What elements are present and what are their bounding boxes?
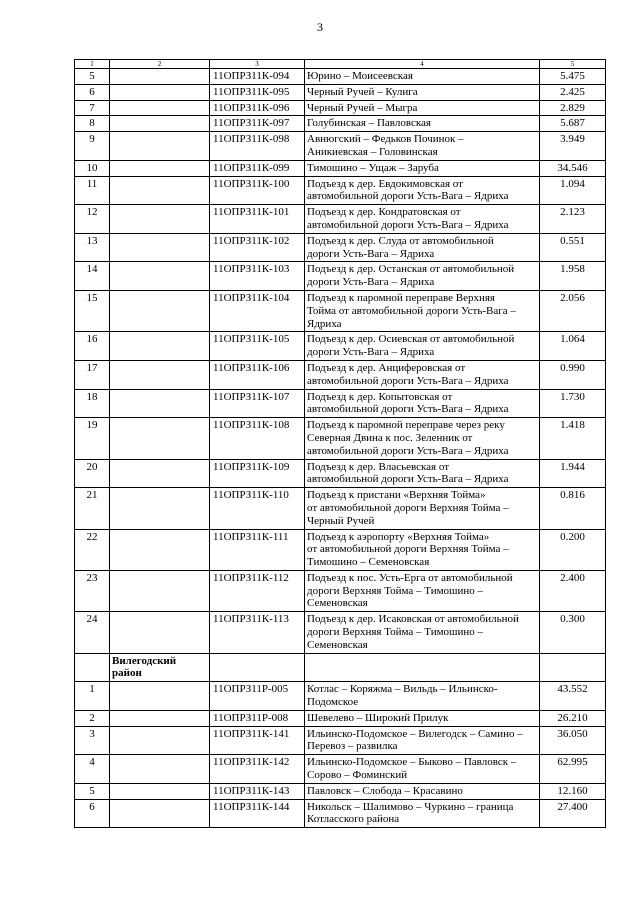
row-number: 23	[75, 570, 110, 611]
table-row	[75, 360, 606, 389]
row-number: 6	[75, 84, 110, 100]
road-name-line: Семеновская	[307, 638, 368, 651]
road-name-line: от автомобильной дороги Верхняя Тойма –	[307, 543, 509, 556]
road-code: 11ОПРЗ11К-105	[210, 332, 305, 361]
table-row	[75, 682, 606, 711]
row-number: 11	[75, 176, 110, 205]
row-number: 19	[75, 418, 110, 459]
table-row	[75, 84, 606, 100]
road-length: 34.546	[540, 160, 606, 176]
road-code: 11ОПРЗ11К-108	[210, 418, 305, 459]
road-name	[305, 176, 540, 205]
road-name	[305, 160, 540, 176]
row-number: 3	[75, 726, 110, 755]
district-cell	[110, 205, 210, 234]
row-number: 4	[75, 755, 110, 784]
road-name-line: Тойма от автомобильной дороги Усть-Вага –	[307, 304, 516, 317]
table-row	[75, 132, 606, 161]
district-cell	[110, 262, 210, 291]
road-code: 11ОПРЗ11К-109	[210, 459, 305, 488]
road-length: 2.425	[540, 84, 606, 100]
road-name-line: Черный Ручей	[307, 514, 375, 527]
road-name-line: Никольск – Шалимово – Чуркино – граница	[307, 800, 514, 813]
road-name-line: Котласского района	[307, 813, 400, 826]
row-number: 15	[75, 290, 110, 331]
road-name	[305, 132, 540, 161]
row-number: 20	[75, 459, 110, 488]
road-code: 11ОПРЗ11К-111	[210, 529, 305, 570]
road-code: 11ОПРЗ11К-142	[210, 755, 305, 784]
roads-table	[74, 59, 606, 828]
road-name-line: Подъезд к дер. Слуда от автомобильной	[307, 234, 494, 247]
road-length: 2.400	[540, 570, 606, 611]
table-row	[75, 710, 606, 726]
road-code: 11ОПРЗ11К-102	[210, 233, 305, 262]
district-cell	[110, 488, 210, 529]
road-name-line: автомобильной дороги Усть-Вага – Ядриха	[307, 374, 509, 387]
road-name-line: Ильинско-Подомское – Быково – Павловск –	[307, 756, 517, 769]
road-name-line: Черный Ручей – Кулига	[307, 85, 418, 98]
row-number: 14	[75, 262, 110, 291]
district-cell	[110, 529, 210, 570]
road-name-line: Ядриха	[307, 317, 342, 330]
road-code: 11ОПРЗ11К-107	[210, 389, 305, 418]
road-name-line: Шевелево – Широкий Прилук	[307, 711, 449, 724]
road-name	[305, 488, 540, 529]
road-code	[210, 653, 305, 682]
table-row	[75, 116, 606, 132]
road-code: 11ОПРЗ11К-144	[210, 799, 305, 828]
table-row	[75, 612, 606, 653]
road-name	[305, 84, 540, 100]
road-name-line: Голубинская – Павловская	[307, 117, 431, 130]
row-number: 13	[75, 233, 110, 262]
table-row	[75, 176, 606, 205]
road-name-line: Сорово – Фоминский	[307, 769, 408, 782]
road-name-line: автомобильной дороги Усть-Вага – Ядриха	[307, 444, 509, 457]
road-name-line: Тимошино – Ущаж – Заруба	[307, 161, 439, 174]
road-name-line: Ильинско-Подомское – Вилегодск – Самино –	[307, 727, 523, 740]
table-row	[75, 488, 606, 529]
road-name-line: автомобильной дороги Усть-Вага – Ядриха	[307, 218, 509, 231]
road-name	[305, 205, 540, 234]
road-code: 11ОПРЗ11К-097	[210, 116, 305, 132]
table-row	[75, 160, 606, 176]
road-name-line: Черный Ручей – Мыгра	[307, 101, 418, 114]
district-cell	[110, 755, 210, 784]
district-cell	[110, 176, 210, 205]
road-code: 11ОПРЗ11К-098	[210, 132, 305, 161]
district-cell	[110, 570, 210, 611]
road-name	[305, 570, 540, 611]
road-code: 11ОПРЗ11К-110	[210, 488, 305, 529]
road-name-line: дороги Верхняя Тойма – Тимошино –	[307, 626, 484, 639]
road-length: 0.990	[540, 360, 606, 389]
road-code: 11ОПРЗ11К-112	[210, 570, 305, 611]
road-name	[305, 116, 540, 132]
row-number: 10	[75, 160, 110, 176]
road-code: 11ОПРЗ11К-106	[210, 360, 305, 389]
district-cell	[110, 389, 210, 418]
table-row	[75, 799, 606, 828]
row-number: 22	[75, 529, 110, 570]
district-cell	[110, 459, 210, 488]
table-row	[75, 69, 606, 85]
road-code: 11ОПРЗ11К-103	[210, 262, 305, 291]
road-name-line: дороги Верхняя Тойма – Тимошино –	[307, 584, 484, 597]
road-name-line: от автомобильной дороги Верхняя Тойма –	[307, 501, 509, 514]
road-name-line: Семеновская	[307, 597, 368, 610]
district-cell	[110, 360, 210, 389]
district-cell	[110, 233, 210, 262]
district-name: Вилегодский район	[110, 653, 210, 682]
road-code: 11ОПРЗ11К-094	[210, 69, 305, 85]
road-code: 11ОПРЗ11К-113	[210, 612, 305, 653]
district-cell	[110, 84, 210, 100]
column-number: 1	[75, 60, 110, 69]
district-cell	[110, 799, 210, 828]
road-name	[305, 682, 540, 711]
road-length: 2.829	[540, 100, 606, 116]
road-name	[305, 332, 540, 361]
road-length: 1.094	[540, 176, 606, 205]
road-code: 11ОПРЗ11К-100	[210, 176, 305, 205]
road-code: 11ОПРЗ11К-143	[210, 783, 305, 799]
district-cell	[110, 116, 210, 132]
road-name	[305, 69, 540, 85]
road-length: 62.995	[540, 755, 606, 784]
road-name-line: дороги Усть-Вага – Ядриха	[307, 346, 435, 359]
page-number: 3	[317, 20, 323, 34]
row-number: 2	[75, 710, 110, 726]
table-row	[75, 205, 606, 234]
road-name	[305, 418, 540, 459]
road-name-line: Перевоз – развилка	[307, 740, 398, 753]
road-name-line: Подъезд к аэропорту «Верхняя Тойма»	[307, 530, 490, 543]
row-number: 24	[75, 612, 110, 653]
row-number: 16	[75, 332, 110, 361]
column-number: 5	[540, 60, 606, 69]
road-length: 1.958	[540, 262, 606, 291]
table-row	[75, 726, 606, 755]
road-name	[305, 233, 540, 262]
district-cell	[110, 69, 210, 85]
road-name-line: автомобильной дороги Усть-Вага – Ядриха	[307, 403, 509, 416]
table-row	[75, 529, 606, 570]
row-number: 7	[75, 100, 110, 116]
road-length: 0.816	[540, 488, 606, 529]
road-code: 11ОПРЗ11К-141	[210, 726, 305, 755]
road-name-line: Юрино – Моисеевская	[307, 70, 413, 82]
district-cell	[110, 710, 210, 726]
road-code: 11ОПРЗ11К-101	[210, 205, 305, 234]
table-row	[75, 389, 606, 418]
road-name-line: Подъезд к дер. Останская от автомобильной	[307, 263, 515, 276]
table-row	[75, 262, 606, 291]
road-length: 5.475	[540, 69, 606, 85]
road-name-line: Северная Двина к пос. Зеленник от	[307, 431, 473, 444]
road-length: 12.160	[540, 783, 606, 799]
road-name-line: Подъезд к паромной переправе Верхняя	[307, 291, 495, 304]
road-name-line: Подъезд к паромной переправе через реку	[307, 419, 505, 432]
road-name	[305, 612, 540, 653]
road-name-line: Подъезд к дер. Копытовская от	[307, 390, 453, 403]
road-name-line: Авнюгский – Федьков Починок –	[307, 133, 464, 146]
road-code: 11ОПРЗ11Р-008	[210, 710, 305, 726]
road-length: 0.551	[540, 233, 606, 262]
road-name	[305, 726, 540, 755]
road-length: 2.123	[540, 205, 606, 234]
row-number: 21	[75, 488, 110, 529]
road-name	[305, 100, 540, 116]
road-code: 11ОПРЗ11Р-005	[210, 682, 305, 711]
road-length: 1.064	[540, 332, 606, 361]
district-cell	[110, 783, 210, 799]
road-name-line: Подъезд к дер. Кондратовская от	[307, 206, 461, 219]
row-number: 8	[75, 116, 110, 132]
district-cell	[110, 132, 210, 161]
table-body	[75, 60, 606, 828]
road-name	[305, 290, 540, 331]
road-name-line: дороги Усть-Вага – Ядриха	[307, 247, 435, 260]
road-length: 27.400	[540, 799, 606, 828]
road-name-line: Подъезд к дер. Осиевская от автомобильной	[307, 333, 515, 346]
road-name-line: автомобильной дороги Усть-Вага – Ядриха	[307, 190, 509, 203]
row-number: 6	[75, 799, 110, 828]
table-row	[75, 783, 606, 799]
road-name-line: Котлас – Коряжма – Вильдь – Ильинско-	[307, 683, 498, 696]
district-cell	[110, 160, 210, 176]
district-cell	[110, 418, 210, 459]
road-name	[305, 262, 540, 291]
road-name	[305, 755, 540, 784]
road-name-line: Подъезд к дер. Анциферовская от	[307, 361, 466, 374]
district-cell	[110, 100, 210, 116]
road-length	[540, 653, 606, 682]
road-length: 43.552	[540, 682, 606, 711]
table-row	[75, 332, 606, 361]
road-name	[305, 360, 540, 389]
road-length: 1.418	[540, 418, 606, 459]
road-name-line: Павловск – Слобода – Красавино	[307, 784, 463, 797]
road-name	[305, 529, 540, 570]
road-name-line: Подъезд к пристани «Верхняя Тойма»	[307, 489, 486, 502]
row-number: 17	[75, 360, 110, 389]
district-cell	[110, 290, 210, 331]
row-number: 12	[75, 205, 110, 234]
district-cell	[110, 682, 210, 711]
road-code: 11ОПРЗ11К-095	[210, 84, 305, 100]
road-length: 5.687	[540, 116, 606, 132]
column-number: 2	[110, 60, 210, 69]
row-number: 5	[75, 783, 110, 799]
road-name-line: Подомское	[307, 696, 359, 709]
road-name	[305, 459, 540, 488]
table-row	[75, 418, 606, 459]
road-name-line: Подъезд к пос. Усть-Ерга от автомобильной	[307, 571, 513, 584]
road-name	[305, 389, 540, 418]
road-name	[305, 783, 540, 799]
table-row	[75, 290, 606, 331]
road-name-line: Тимошино – Семеновская	[307, 556, 430, 569]
road-name	[305, 710, 540, 726]
road-name	[305, 799, 540, 828]
road-length: 36.050	[540, 726, 606, 755]
road-name-line: дороги Усть-Вага – Ядриха	[307, 276, 435, 289]
road-code: 11ОПРЗ11К-104	[210, 290, 305, 331]
road-name-line: Аникиевская – Головинская	[307, 145, 438, 158]
table-row	[75, 100, 606, 116]
road-name-line: Подъезд к дер. Евдокимовская от	[307, 177, 463, 190]
table-row	[75, 755, 606, 784]
table-row	[75, 459, 606, 488]
row-number: 1	[75, 682, 110, 711]
district-cell	[110, 612, 210, 653]
road-name	[305, 653, 540, 682]
row-number: 5	[75, 69, 110, 85]
road-code: 11ОПРЗ11К-096	[210, 100, 305, 116]
district-cell	[110, 332, 210, 361]
district-cell	[110, 726, 210, 755]
road-name-line: Подъезд к дер. Исаковская от автомобильной	[307, 613, 519, 626]
road-length: 1.730	[540, 389, 606, 418]
column-number-row	[75, 60, 606, 69]
road-length: 1.944	[540, 459, 606, 488]
road-name-line: автомобильной дороги Усть-Вага – Ядриха	[307, 473, 509, 486]
road-length: 2.056	[540, 290, 606, 331]
row-number	[75, 653, 110, 682]
column-number: 3	[210, 60, 305, 69]
table-row	[75, 570, 606, 611]
road-code: 11ОПРЗ11К-099	[210, 160, 305, 176]
road-length: 0.300	[540, 612, 606, 653]
road-length: 0.200	[540, 529, 606, 570]
road-name-line: Подъезд к дер. Власьевская от	[307, 460, 450, 473]
row-number: 18	[75, 389, 110, 418]
row-number: 9	[75, 132, 110, 161]
column-number: 4	[305, 60, 540, 69]
road-length: 26.210	[540, 710, 606, 726]
road-length: 3.949	[540, 132, 606, 161]
section-row	[75, 653, 606, 682]
table-row	[75, 233, 606, 262]
